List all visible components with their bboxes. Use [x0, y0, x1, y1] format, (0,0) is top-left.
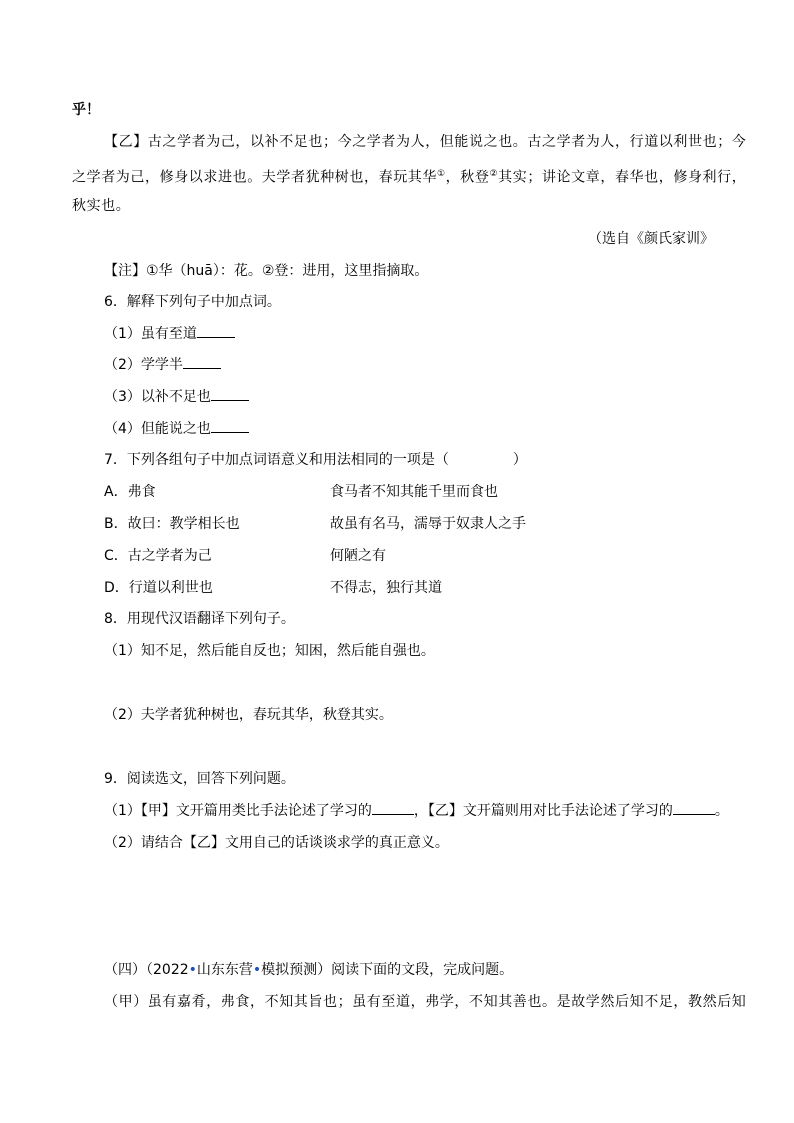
question-6-item-3-text: （3）以补不足也 [104, 389, 211, 405]
question-9-item-2: （2）请结合【乙】文用自己的话谈谈求学的真正意义。 [104, 835, 449, 851]
answer-blank[interactable] [211, 420, 249, 433]
answer-blank[interactable] [372, 802, 414, 815]
passage-yi-line-3: 秋实也。 [72, 198, 131, 214]
passage-yi-line-1: 【乙】古之学者为己，以补不足也；今之学者为人，但能说之也。古之学者为人，行道以利世也；今 [104, 134, 747, 150]
separator-dot: • [188, 962, 197, 978]
footnote-marker-1: ① [437, 169, 446, 179]
question-7-stem-text: 7．下列各组句子中加点词语意义和用法相同的一项是（ [104, 452, 449, 468]
question-9-item-1 [104, 802, 729, 820]
question-7-stem-close: ） [512, 452, 527, 468]
option-c-left: C．古之学者为己 [104, 548, 212, 564]
question-6-item-2 [104, 356, 221, 374]
option-d-left: D．行道以利世也 [104, 580, 213, 596]
passage-yi-line-2-part-a: 之学者为己，修身以求进也。夫学者犹种树也，春玩其华 [72, 169, 437, 186]
question-8-item-2: （2）夫学者犹种树也，春玩其华，秋登其实。 [104, 707, 393, 723]
question-9-item-1-part-c: 。 [714, 803, 729, 819]
section-4-header-part-b: 山东东营 [196, 962, 253, 978]
answer-blank[interactable] [183, 356, 221, 369]
option-a-right: 食马者不知其能千里而食也 [330, 484, 498, 500]
question-6-item-2-text: （2）学学半 [104, 357, 183, 373]
option-d-right: 不得志，独行其道 [330, 580, 442, 596]
passage-yi-line-2 [72, 165, 746, 187]
option-c-right: 何陋之有 [330, 548, 386, 564]
question-9-stem: 9．阅读选文，回答下列问题。 [104, 771, 295, 787]
option-b-right: 故虽有名马，濡辱于奴隶人之手 [330, 516, 526, 532]
question-6-stem: 6．解释下列句子中加点词。 [104, 294, 281, 310]
section-4-header-part-c: 模拟预测）阅读下面的文段，完成问题。 [261, 962, 514, 978]
question-6-item-1 [104, 325, 235, 343]
question-6-item-4-text: （4）但能说之也 [104, 421, 211, 437]
passage-yi-line-2-part-c: 其实；讲论文章，春华也，修身利行， [498, 169, 747, 186]
question-6-item-4 [104, 420, 249, 438]
continued-text: 乎！ [72, 102, 100, 118]
question-8-stem: 8．用现代汉语翻译下列句子。 [104, 611, 295, 627]
option-a-left: A．弗食 [104, 484, 156, 500]
footnote-marker-2: ② [489, 169, 499, 179]
question-6-item-1-text: （1）虽有至道 [104, 326, 197, 342]
section-4-header [104, 961, 513, 979]
section-4-header-part-a: （四）（2022 [104, 962, 189, 978]
passage-yi-line-2-part-b: ，秋登 [445, 169, 490, 186]
option-b-left: B．故曰：教学相长也 [104, 516, 240, 532]
question-9-item-1-part-b: ，【乙】文开篇则用对比手法论述了学习的 [413, 803, 673, 819]
annotation-note: 【注】①华（huā）：花。②登：进用，这里指摘取。 [104, 263, 429, 279]
question-9-item-1-part-a: （1）【甲】文开篇用类比手法论述了学习的 [104, 803, 372, 819]
answer-blank[interactable] [197, 325, 235, 338]
answer-blank[interactable] [673, 802, 715, 815]
answer-blank[interactable] [211, 388, 249, 401]
question-6-item-3 [104, 388, 249, 406]
question-7-stem [104, 451, 527, 469]
separator-dot: • [252, 962, 262, 978]
question-8-item-1: （1）知不足，然后能自反也；知困，然后能自强也。 [104, 643, 435, 659]
source-citation: （选自《颜氏家训》 [588, 231, 714, 247]
passage-jia-line-1: （甲）虽有嘉肴，弗食，不知其旨也；虽有至道，弗学，不知其善也。是故学然后知不足，教然后知 [104, 994, 747, 1010]
